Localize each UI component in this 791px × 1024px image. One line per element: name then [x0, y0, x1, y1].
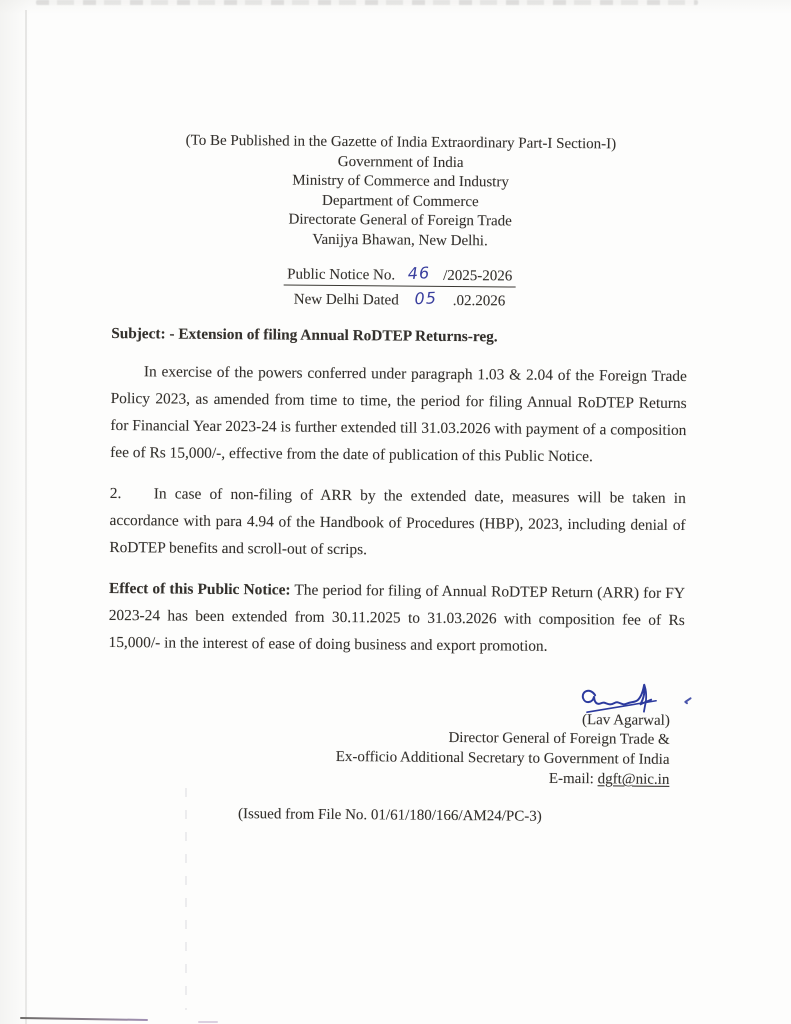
- public-notice-number-prefix: Public Notice No.: [287, 266, 396, 284]
- dated-suffix: .02.2026: [452, 292, 506, 309]
- signatory-designation-1: Director General of Foreign Trade &: [448, 730, 670, 749]
- dated-prefix: New Delhi Dated: [293, 291, 399, 309]
- scan-artifact-top-band: [36, 0, 698, 5]
- paragraph-2-text: In case of non-filing of ARR by the extended date, measures will be taken in accordance with para 4.94 of the Handbook of Procedures (HBP), 2023, including denial of RoDTEP benefits and scroll-out of scrips.: [109, 484, 686, 558]
- signature-block: [107, 676, 684, 791]
- gazette-publication-line: (To Be Published in the Gazette of India Extraordinary Part-I Section-I): [185, 132, 617, 153]
- directorate-line: Directorate General of Foreign Trade: [288, 211, 512, 230]
- signatory-email-line: [107, 766, 669, 791]
- email-address: dgft@nic.in: [597, 771, 670, 788]
- email-label: E-mail:: [548, 770, 594, 788]
- handwritten-date-day: 05: [414, 287, 438, 308]
- handwritten-notice-number: 46: [407, 262, 431, 283]
- public-notice-number-line: [284, 263, 515, 287]
- ministry-line: Ministry of Commerce and Industry: [292, 172, 509, 191]
- file-number-line: (Issued from File No. 01/61/180/166/AM24/PC-3): [237, 805, 542, 825]
- paragraph-1: In exercise of the powers conferred under paragraph 1.03 & 2.04 of the Foreign Trade Policy 2023, as amended from time to time, the period for filing Annual RoDTEP Returns for Financial Year 2023-24 is further extended till 31.03.2026 with payment of a composition fee of Rs 15,000/-, effective from the date of publication of this Public Notice.: [110, 362, 687, 465]
- department-line: Department of Commerce: [322, 192, 479, 210]
- signatory-name: (Lav Agarwal): [581, 711, 670, 729]
- stray-pen-mark: [684, 697, 692, 703]
- paragraph-2: [109, 480, 686, 566]
- signatory-designation-2: Ex-officio Additional Secretary to Government of India: [335, 749, 670, 769]
- effect-text: The period for filing of Annual RoDTEP Return (ARR) for FY 2023-24 has been extended from 30.11.2025 to 31.03.2026 with composition fee of Rs 15,000/- in the interest of ease of doing business and export promotion.: [108, 581, 686, 655]
- signature-scribble-icon: [578, 680, 664, 719]
- address-line: Vanijya Bhawan, New Delhi.: [312, 231, 488, 250]
- document-content: [107, 131, 689, 827]
- subject-line: Subject: - Extension of filing Annual RoDTEP Returns-reg.: [111, 324, 498, 345]
- government-of-india-line: Government of India: [337, 153, 464, 171]
- paragraph-2-number: 2.: [109, 484, 122, 502]
- dated-line: [284, 288, 515, 310]
- scan-page-edge-line: [25, 10, 27, 1024]
- effect-paragraph: [108, 575, 685, 661]
- scan-artifact-bottom-line: [20, 1017, 148, 1021]
- signature-mark-row: [108, 676, 670, 717]
- notice-reference-block: [284, 263, 515, 310]
- public-notice-number-suffix: /2025-2026: [443, 267, 513, 285]
- effect-label: Effect of this Public Notice:: [108, 579, 291, 599]
- scan-artifact-bottom-smudge: [198, 1021, 218, 1023]
- document-header: [112, 131, 689, 254]
